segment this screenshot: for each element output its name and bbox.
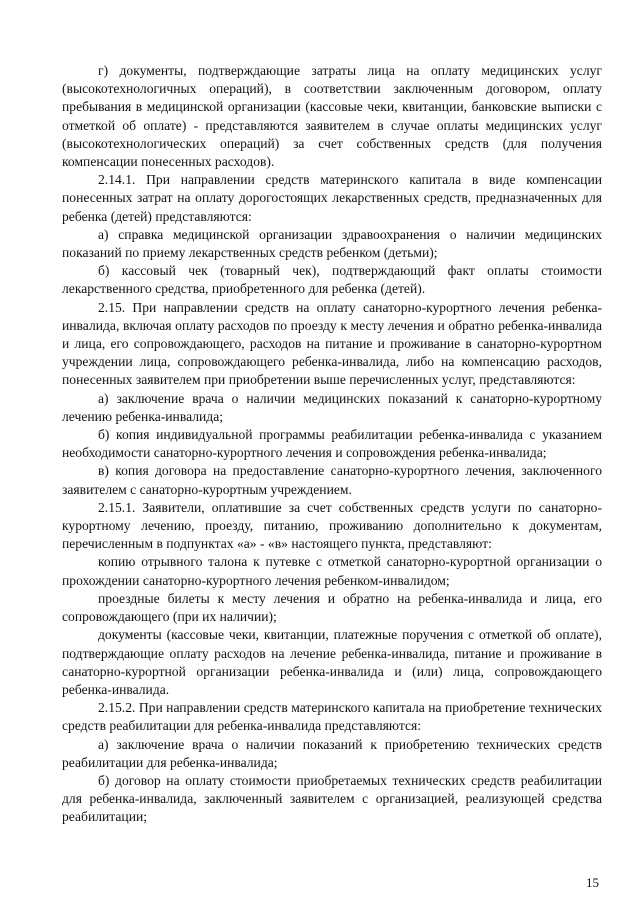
paragraph-2-15-a: а) заключение врача о наличии медицинских показаний к санаторно-курортному лечению ребенка-инвалида;: [62, 390, 602, 424]
paragraph-2-15-b: б) копия индивидуальной программы реабилитации ребенка-инвалида с указанием необходимости санаторно-курортного лечения и сопровождения ребенка-инвалида;: [62, 427, 602, 461]
paragraph-2-15-1-voucher-stub: копию отрывного талона к путевке с отметкой санаторно-курортной организации о прохождении санаторно-курортного лечения ребенком-инвалидом;: [62, 554, 602, 588]
paragraph-2-15: 2.15. При направлении средств на оплату санаторно-курортного лечения ребенка-инвалида, включая оплату расходов по проезду к месту лечения и обратно ребенка-инвалида и лица, его сопровождающего, расходов на питание и проживание в санаторно-курортном учреждении лица, сопровождающего ребенка-инвалида, либо на компенсацию расходов, понесенных заявителем при приобретении выше перечисленных услуг, представляются:: [62, 299, 602, 388]
paragraph-2-15-2-a: а) заключение врача о наличии показаний к приобретению технических средств реабилитации для ребенка-инвалида;: [62, 736, 602, 770]
paragraph-item-g-expense-documents: г) документы, подтверждающие затраты лица на оплату медицинских услуг (высокотехнологичных операций), в соответствии заключенным договором, оплату пребывания в медицинской организации (кассовые чеки, квитанции, банковские выписки с отметкой об оплате) - представляются заявителем в случае оплаты медицинских услуг (высокотехнологических операций) за счет собственных средств (для получения компенсации понесенных расходов).: [62, 63, 602, 170]
paragraph-2-15-2: 2.15.2. При направлении средств материнского капитала на приобретение технических средств реабилитации для ребенка-инвалида представляются:: [62, 700, 602, 734]
paragraph-2-15-v: в) копия договора на предоставление санаторно-курортного лечения, заключенного заявителем с санаторно-курортным учреждением.: [62, 463, 602, 497]
page-number: 15: [586, 875, 599, 890]
paragraph-2-14-1-a: а) справка медицинской организации здравоохранения о наличии медицинских показаний по приему лекарственных средств ребенком (детьми);: [62, 226, 602, 261]
paragraph-2-14-1: 2.14.1. При направлении средств материнского капитала в виде компенсации понесенных затрат на оплату дорогостоящих лекарственных средств, предназначенных для ребенка (детей) представляются:: [62, 172, 602, 224]
paragraph-2-15-1: 2.15.1. Заявители, оплатившие за счет собственных средств услуги по санаторно-курортному лечению, проезду, питанию, проживанию дополнительно к документам, перечисленным в подпунктах «а» - «в» настоящего пункта, представляют:: [62, 499, 602, 552]
paragraph-2-14-1-b: б) кассовый чек (товарный чек), подтверждающий факт оплаты стоимости лекарственного средства, приобретенного для ребенка (детей).: [62, 263, 602, 297]
document-body: [62, 62, 602, 827]
paragraph-2-15-1-payment-documents: документы (кассовые чеки, квитанции, платежные поручения с отметкой об оплате), подтверждающие оплату расходов на лечение ребенка-инвалида, питание и проживание в санаторно-курортной организации ребенка-инвалида и (или) лица, сопровождающего ребенка-инвалида.: [62, 627, 602, 697]
paragraph-2-15-2-b: б) договор на оплату стоимости приобретаемых технических средств реабилитации для ребенка-инвалида, заключенный заявителем с организацией, реализующей средства реабилитации;: [62, 772, 602, 825]
paragraph-2-15-1-travel-tickets: проездные билеты к месту лечения и обратно на ребенка-инвалида и лица, его сопровождающего (при их наличии);: [62, 590, 602, 625]
